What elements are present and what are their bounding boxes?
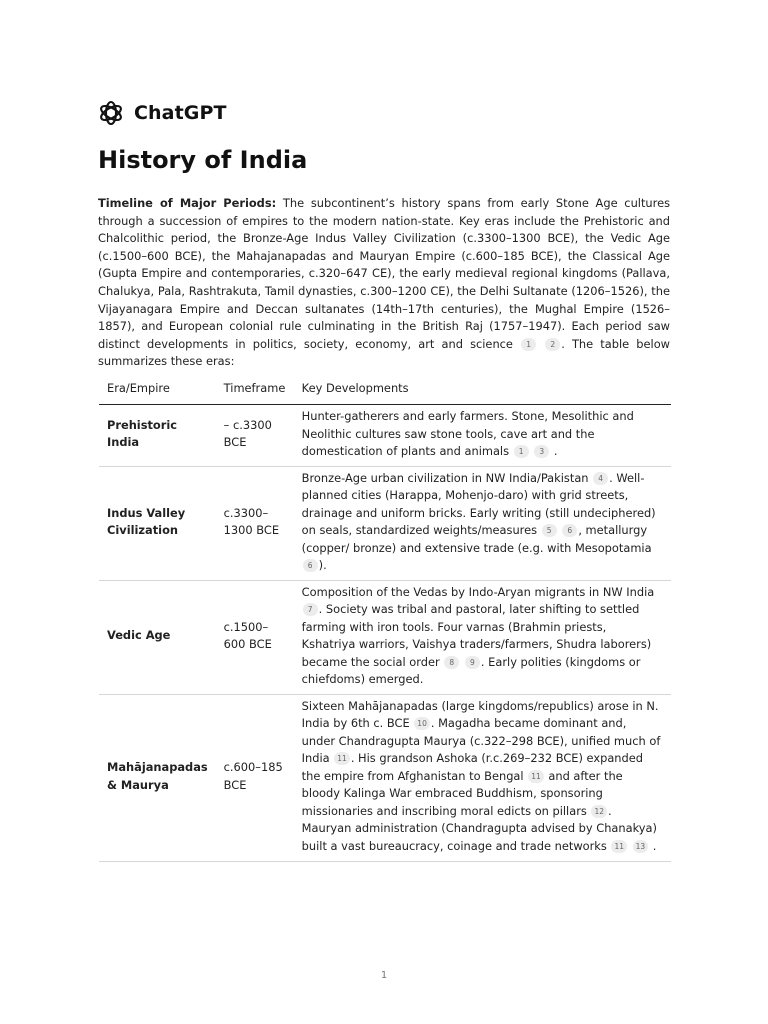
dev-text: Hunter-gatherers and early farmers. Stone, Mesolithic and Neolithic cultures saw stone tools, cave art and the domestication of plants and animals xyxy=(301,409,634,458)
table-row xyxy=(99,694,671,861)
table-row xyxy=(99,405,671,467)
header-timeframe: Timeframe xyxy=(216,376,294,405)
intro-tail: . The table below summarizes these eras: xyxy=(98,336,670,369)
dev-text: Sixteen Mahājanapadas (large kingdoms/republics) arose in N. India by 6th c. BCE xyxy=(301,698,659,731)
citation-badge[interactable]: 11 xyxy=(334,752,350,765)
era-name: Mahājanapadas & Maurya xyxy=(99,694,216,861)
brand-header xyxy=(98,100,227,126)
era-name: Prehistoric India xyxy=(99,405,216,467)
era-timeframe: c.3300–1300 BCE xyxy=(216,466,294,580)
citation-badge[interactable]: 11 xyxy=(611,840,627,853)
citation-badge[interactable]: 8 xyxy=(444,656,459,669)
citation-badge[interactable]: 1 xyxy=(521,338,536,351)
era-developments xyxy=(294,405,671,467)
intro-lead: Timeline of Major Periods: xyxy=(98,196,277,210)
citation-badge[interactable]: 9 xyxy=(465,656,480,669)
table-row xyxy=(99,466,671,580)
citation-badge[interactable]: 2 xyxy=(545,338,560,351)
dev-text: . Early polities (kingdoms or chiefdoms) emerged. xyxy=(301,654,641,686)
dev-text: ). xyxy=(318,558,327,572)
dev-text: and after the bloody Kalinga War embraced Buddhism, sponsoring missionaries and inscribing moral edicts on pillars xyxy=(301,768,623,818)
intro-paragraph xyxy=(98,195,670,371)
citation-badge[interactable]: 4 xyxy=(593,472,608,485)
era-timeframe: c.1500–600 BCE xyxy=(216,580,294,694)
era-name: Indus Valley Civilization xyxy=(99,466,216,580)
page-number: 1 xyxy=(380,970,388,981)
header-era: Era/Empire xyxy=(99,376,216,405)
table-row xyxy=(99,580,671,694)
intro-body: The subcontinent’s history spans from early Stone Age cultures through a succession of empires to the modern nation-state. Key eras include the Prehistoric and Chalcolithic period, the Bronze-Age Indus Valley Civilization (c.3300–1300 BCE), the Vedic Age (c.1500–600 BCE), the Mahajanapadas and Mauryan Empire (c.600–185 BCE), the Classical Age (Gupta Empire and contemporaries, c.320–647 CE), the early medieval regional kingdoms (Pallava, Chalukya, Pala, Rashtrakuta, Tamil dynasties, c.300–1200 CE), the Delhi Sultanate (1206–1526), the Vijayanagara Empire and Deccan sultanates (14th–17th centuries), the Mughal Empire (1526–1857), and European colonial rule culminating in the British Raj (1757–1947). Each period saw distinct developments in politics, society, economy, art and science xyxy=(98,196,671,351)
citation-badge[interactable]: 10 xyxy=(414,717,430,730)
era-timeframe: c.600–185 BCE xyxy=(216,694,294,861)
dev-text: . His grandson Ashoka (r.c.269–232 BCE) expanded the empire from Afghanistan to Bengal xyxy=(301,751,643,783)
dev-text: . Society was tribal and pastoral, later shifting to settled farming with iron tools. Four varnas (Brahmin priests, Kshatriya warriors, Vaishya traders/farmers, Shudra laborers) became the social order xyxy=(301,602,652,669)
era-developments xyxy=(294,694,671,861)
era-name: Vedic Age xyxy=(99,580,216,694)
dev-text: , metallurgy (copper/ bronze) and extensive trade (e.g. with Mesopotamia xyxy=(301,523,652,555)
citation-badge[interactable]: 12 xyxy=(591,805,607,818)
table-header-row xyxy=(99,376,671,405)
eras-table xyxy=(99,376,671,862)
dev-text: . xyxy=(652,838,657,853)
header-developments: Key Developments xyxy=(294,376,671,405)
citation-badge[interactable]: 13 xyxy=(633,840,649,853)
page-title: History of India xyxy=(98,146,308,174)
dev-text: . Magadha became dominant and, under Chandragupta Maurya (c.322–298 BCE), unified much of India xyxy=(301,716,661,766)
brand-name: ChatGPT xyxy=(134,102,227,124)
citation-badge[interactable]: 5 xyxy=(542,524,557,537)
citation-badge[interactable]: 3 xyxy=(534,445,549,458)
dev-text: . xyxy=(553,444,558,458)
citation-badge[interactable]: 6 xyxy=(303,559,318,572)
citation-badge[interactable]: 1 xyxy=(514,445,529,458)
citation-badge[interactable]: 6 xyxy=(562,524,577,537)
dev-text: . Well-planned cities (Harappa, Mohenjo-daro) with grid streets, drainage and uniform bricks. Early writing (still undeciphered) on seals, standardized weights/measures xyxy=(301,470,656,537)
dev-text: . Mauryan administration (Chandragupta advised by Chanakya) built a vast bureaucracy, coinage and trade networks xyxy=(301,803,657,853)
era-developments xyxy=(294,466,671,580)
citation-badge[interactable]: 7 xyxy=(303,603,318,616)
era-timeframe: – c.3300 BCE xyxy=(216,405,294,467)
era-developments xyxy=(294,580,671,694)
dev-text: Composition of the Vedas by Indo-Aryan migrants in NW India xyxy=(301,584,655,599)
openai-logo-icon xyxy=(98,100,124,126)
dev-text: Bronze-Age urban civilization in NW India/Pakistan xyxy=(301,470,589,485)
citation-badge[interactable]: 11 xyxy=(528,770,544,783)
